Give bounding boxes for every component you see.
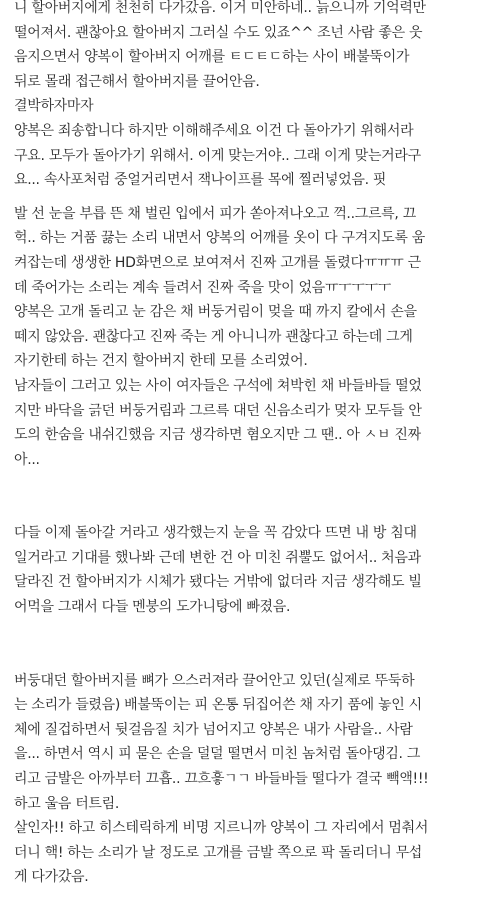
text-line: 더니 핵! 하는 소리가 날 정도로 고개를 금발 쪽으로 팍 돌리더니 무섭 [14,844,423,861]
text-line: 아... [14,451,40,468]
paragraph-spacer [14,620,474,669]
text-line: 떼지 않았음. 괜찮다고 진짜 죽는 게 아니니까 괜찮다고 하는데 그게 [14,328,413,345]
text-line: 살인자!! 하고 히스테릭하게 비명 지르니까 양복이 그 자리에서 멈춰서 [14,820,429,837]
text-line: 도의 한숨을 내쉬긴했음 지금 생각하면 혐오지만 그 땐.. 아 ㅅㅂ 진짜 [14,427,421,444]
text-line: 켜잡는데 생생한 HD화면으로 보여져서 진짜 고개를 돌렸다ㅠㅠㅠ 근 [14,254,421,271]
text-line: 리고 금발은 아까부터 끄흡.. 끄흐흫ㄱㄱ 바들바들 떨다가 결국 빽액!!! [14,771,429,788]
text-line: 뒤로 몰래 접근해서 할아버지를 끌어안음. [14,73,260,90]
text-line: 버둥대던 할아버지를 뼈가 으스러져라 끌어안고 있던(실제로 뚜둑하 [14,672,415,689]
text-line: 양복은 죄송합니다 하지만 이해해주세요 이건 다 돌아가기 위해서라 [14,122,414,139]
text-line: 데 죽어가는 소리는 계속 들려서 진짜 죽을 맛이 었음ㅠㅜㅜㅜㅜ [14,279,392,296]
document-body [14,0,474,890]
text-line: 는 소리가 들렸음) 배불뚝이는 피 온통 뒤집어쓴 채 자기 품에 놓인 시 [14,697,422,714]
paragraph-block-3 [14,669,474,890]
text-line: 헉.. 하는 거품 끓는 소리 내면서 양복의 어깨를 옷이 다 구겨지도록 움 [14,230,425,247]
text-line: 지만 바닥을 긁던 버둥거림과 그르륵 대던 신음소리가 멎자 모두들 안 [14,402,422,419]
paragraph-block-1 [14,0,474,472]
paragraph-spacer [14,472,474,521]
text-line: 발 선 눈을 부릅 뜬 채 벌린 입에서 피가 쏟아져나오고 꺽..그르륵, 끄 [14,205,416,222]
text-line: 일거라고 기대를 했나봐 근데 변한 건 아 미친 쥐뿔도 없어서.. 처음과 [14,549,421,566]
text-line: 게 다가갔음. [14,869,89,886]
text-line: 자기한테 하는 건지 할아버지 한테 모를 소리였어. [14,353,308,370]
paragraph-block-2 [14,521,474,619]
text-line: 체에 질겁하면서 뒷걸음질 치가 넘어지고 양복은 내가 사람을.. 사람 [14,721,413,738]
text-line: 다들 이제 돌아갈 거라고 생각했는지 눈을 꼭 감았다 뜨면 내 방 침대 [14,525,417,542]
text-line: 떨어져서. 괜찮아요 할아버지 그러실 수도 있죠^^ 조넌 사람 좋은 웃 [14,24,423,41]
text-line: 음지으면서 양복이 할아버지 어깨를 ㅌㄷㅌㄷ하는 사이 배불뚝이가 [14,49,410,66]
text-line: 어먹을 그래서 다들 멘붕의 도가니탕에 빠졌음. [14,599,291,616]
text-line: 구요. 모두가 돌아가기 위해서. 이게 맞는거야.. 그래 이게 맞는거라구 [14,147,421,164]
text-line: 달라진 건 할아버지가 시체가 됐다는 거밖에 없더라 지금 생각해도 빌 [14,574,422,591]
text-line: 니 할아버지에게 천천히 다가갔음. 이거 미안하네.. 늙으니까 기억력만 [14,0,426,16]
text-line: 을... 하면서 역시 피 묻은 손을 덜덜 떨면서 미친 놈처럼 돌아댕김. 그 [14,746,421,763]
text-line: 양복은 고개 돌리고 눈 감은 채 버둥거림이 멎을 때 까지 칼에서 손을 [14,304,417,321]
text-line: 하고 울음 터트림. [14,795,120,812]
text-line: 남자들이 그러고 있는 사이 여자들은 구석에 쳐박힌 채 바들바들 떨었 [14,377,422,394]
text-line: 요... 속사포처럼 중얼거리면서 잭나이프를 목에 찔러넣었음. 핏 [14,172,387,189]
text-line: 결박하자마자 [14,98,94,115]
